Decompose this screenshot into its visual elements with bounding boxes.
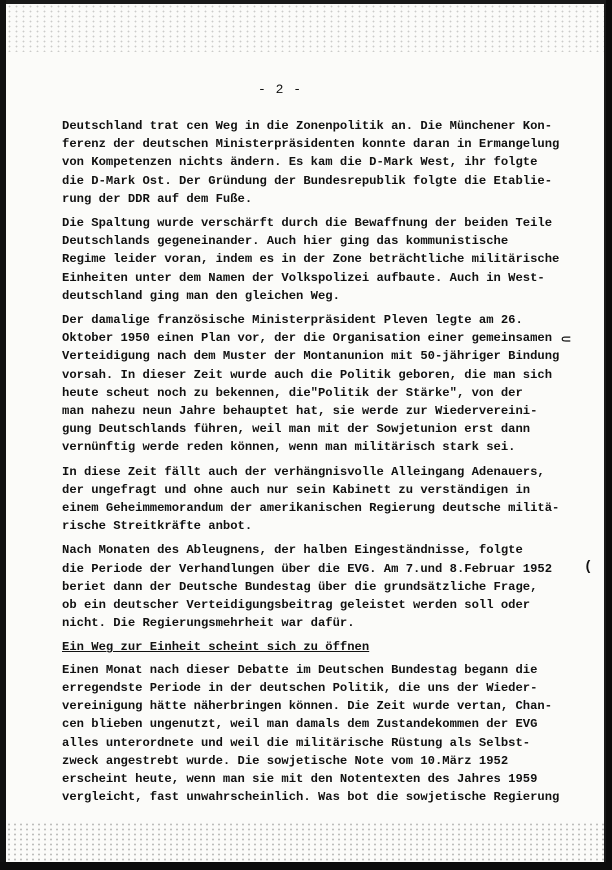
document-body [62,117,572,812]
text-line: rische Streitkräfte anbot. [62,519,253,534]
text-line: In diese Zeit fällt auch der verhängnisvolle Alleingang Adenauers, [62,464,545,479]
text-line: Der damalige französische Ministerpräsident Pleven legte am 26. [62,313,523,328]
scan-noise-bottom [6,822,604,862]
text-line: deutschland ging man den gleichen Weg. [62,288,340,303]
text-line: man nahezu neun Jahre behauptet hat, sie werde zur Wiedervereini- [62,404,538,419]
paragraph-zonenpolitik [62,117,572,208]
text-line: Regime leider voran, indem es in der Zone beträchtliche militärische [62,252,560,267]
text-line: ferenz der deutschen Ministerpräsidenten konnte daran in Ermangelung [62,137,560,152]
text-line: Einen Monat nach dieser Debatte im Deutschen Bundestag begann die [62,662,538,677]
text-line: Die Spaltung wurde verschärft durch die Bewaffnung der beiden Teile [62,216,553,231]
text-line: Deutschland trat cen Weg in die Zonenpolitik an. Die Münchener Kon- [62,119,553,133]
text-line: Verteidigung nach dem Muster der Montanunion mit 50-jähriger Bindung [62,349,560,364]
paragraph-alleingang [62,463,572,536]
text-line: die D-Mark Ost. Der Gründung der Bundesrepublik folgte die Etablie- [62,173,553,188]
text-line: vergleicht, fast unwahrscheinlich. Was bot die sowjetische Regierung [62,790,560,805]
text-line: Einheiten unter dem Namen der Volkspolizei aufbaute. Auch in West- [62,270,545,285]
margin-pencil-mark: ( [584,559,593,575]
text-line: nicht. Die Regierungsmehrheit war dafür. [62,616,355,631]
paragraph-spaltung [62,214,572,305]
text-line: heute scheut noch zu bekennen, die"Politik der Stärke", von der [62,385,523,400]
scan-edge-right [606,0,612,870]
margin-pencil-mark: ⸦ [559,333,573,349]
page-number: - 2 - [258,82,303,97]
text-line: der ungefragt und ohne auch nur sein Kabinett zu verständigen in [62,482,531,497]
document-page [6,4,604,862]
paragraph-evg-verhandlungen [62,541,572,632]
text-line: cen blieben ungenutzt, weil man damals dem Zustandekommen der EVG [62,717,538,732]
paragraph-sowjetische-note [62,661,572,807]
text-line: gung Deutschlands führen, weil man mit der Sowjetunion erst dann [62,422,531,437]
scan-edge-bottom [0,862,612,870]
text-line: zweck angestrebt wurde. Die sowjetische Note vom 10.März 1952 [62,753,509,768]
text-line: von Kompetenzen nichts ändern. Es kam die D-Mark West, ihr folgte [62,155,538,170]
section-heading: Ein Weg zur Einheit scheint sich zu öffnen [62,640,370,655]
text-line: einem Geheimmemorandum der amerikanischen Regierung deutsche militä- [62,501,560,516]
text-line: die Periode der Verhandlungen über die EVG. Am 7.und 8.Februar 1952 [62,561,553,576]
text-line: Deutschlands gegeneinander. Auch hier ging das kommunistische [62,234,509,249]
text-line: alles unterordnete und weil die militärische Rüstung als Selbst- [62,735,531,750]
text-line: ob ein deutscher Verteidigungsbeitrag geleistet werden soll oder [62,598,531,613]
text-line: erscheint heute, wenn man sie mit den Notentexten des Jahres 1959 [62,771,538,786]
text-line: rung der DDR auf dem Fuße. [62,191,253,206]
scan-noise-top [6,4,604,52]
text-line: vorsah. In dieser Zeit wurde auch die Politik geboren, die man sich [62,367,553,382]
paragraph-pleven-plan [62,311,572,457]
text-line: erregendste Periode in der deutschen Politik, die uns der Wieder- [62,680,538,695]
text-line: beriet dann der Deutsche Bundestag über die grundsätzliche Frage, [62,579,538,594]
text-line: vernünftig werde reden können, wenn man militärisch stark sei. [62,440,516,455]
text-line: vereinigung hätte näherbringen können. Die Zeit wurde vertan, Chan- [62,699,553,714]
text-line: Nach Monaten des Ableugnens, der halben Eingeständnisse, folgte [62,543,523,558]
text-line: Oktober 1950 einen Plan vor, der die Organisation einer gemeinsamen [62,331,553,346]
